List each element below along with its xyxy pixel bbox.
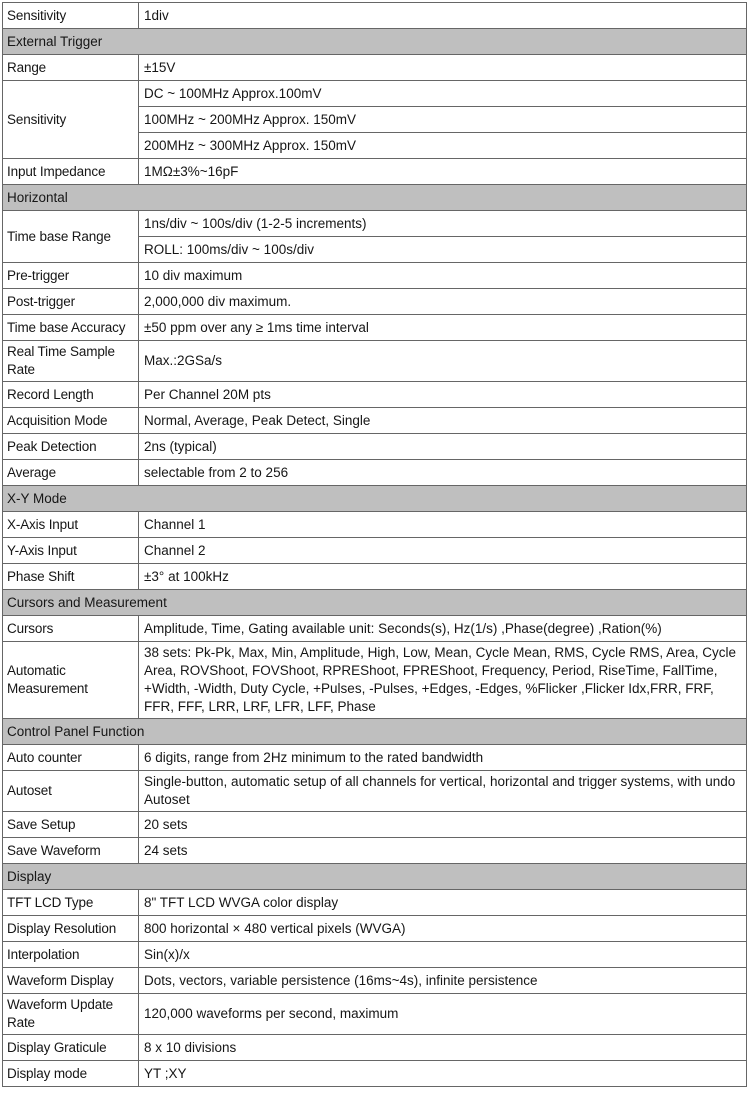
spec-table [2, 2, 747, 1087]
table-row [3, 1035, 747, 1061]
spec-value-cell: 8" TFT LCD WVGA color display [139, 890, 747, 916]
table-row [3, 512, 747, 538]
table-row [3, 616, 747, 642]
table-row [3, 916, 747, 942]
section-header-cell: Cursors and Measurement [3, 590, 747, 616]
spec-value-cell: ROLL: 100ms/div ~ 100s/div [139, 237, 747, 263]
spec-value-cell: 24 sets [139, 838, 747, 864]
spec-value-cell: 1ns/div ~ 100s/div (1-2-5 increments) [139, 211, 747, 237]
spec-label-cell: Sensitivity [3, 81, 139, 159]
table-row [3, 838, 747, 864]
table-row [3, 1061, 747, 1087]
table-row [3, 942, 747, 968]
spec-label-cell: Time base Range [3, 211, 139, 263]
spec-value-cell: 1MΩ±3%~16pF [139, 159, 747, 185]
spec-label-cell: Acquisition Mode [3, 408, 139, 434]
spec-value-cell: ±3° at 100kHz [139, 564, 747, 590]
spec-label-cell: Autoset [3, 771, 139, 812]
table-row [3, 771, 747, 812]
table-row [3, 263, 747, 289]
spec-label-cell: Waveform Update Rate [3, 994, 139, 1035]
spec-label-cell: Average [3, 460, 139, 486]
spec-value-cell: selectable from 2 to 256 [139, 460, 747, 486]
spec-label-cell: X-Axis Input [3, 512, 139, 538]
table-row [3, 460, 747, 486]
section-header-cell: X-Y Mode [3, 486, 747, 512]
spec-value-cell: 8 x 10 divisions [139, 1035, 747, 1061]
table-row [3, 81, 747, 107]
section-header-cell: Display [3, 864, 747, 890]
table-row [3, 315, 747, 341]
spec-label-cell: Display mode [3, 1061, 139, 1087]
spec-value-cell: 2ns (typical) [139, 434, 747, 460]
section-row [3, 185, 747, 211]
section-row [3, 719, 747, 745]
spec-value-cell: Single-button, automatic setup of all channels for vertical, horizontal and trigger systems, with undo Autoset [139, 771, 747, 812]
spec-label-cell: Range [3, 55, 139, 81]
spec-value-cell: Sin(x)/x [139, 942, 747, 968]
spec-label-cell: Interpolation [3, 942, 139, 968]
spec-value-cell: 1div [139, 3, 747, 29]
spec-value-cell: 200MHz ~ 300MHz Approx. 150mV [139, 133, 747, 159]
spec-value-cell: Amplitude, Time, Gating available unit: Seconds(s), Hz(1/s) ,Phase(degree) ,Ration(%) [139, 616, 747, 642]
spec-value-cell: 10 div maximum [139, 263, 747, 289]
spec-label-cell: Real Time Sample Rate [3, 341, 139, 382]
spec-label-cell: Peak Detection [3, 434, 139, 460]
spec-label-cell: Save Waveform [3, 838, 139, 864]
spec-value-cell: 6 digits, range from 2Hz minimum to the rated bandwidth [139, 745, 747, 771]
spec-label-cell: Auto counter [3, 745, 139, 771]
table-row [3, 341, 747, 382]
spec-label-cell: Automatic Measurement [3, 642, 139, 719]
table-row [3, 745, 747, 771]
spec-value-cell: 120,000 waveforms per second, maximum [139, 994, 747, 1035]
spec-value-cell: YT ;XY [139, 1061, 747, 1087]
section-header-cell: Control Panel Function [3, 719, 747, 745]
table-row [3, 642, 747, 719]
table-row [3, 890, 747, 916]
spec-value-cell: Channel 1 [139, 512, 747, 538]
spec-value-cell: 2,000,000 div maximum. [139, 289, 747, 315]
section-row [3, 864, 747, 890]
table-row [3, 3, 747, 29]
section-row [3, 486, 747, 512]
spec-value-cell: Per Channel 20M pts [139, 382, 747, 408]
spec-label-cell: TFT LCD Type [3, 890, 139, 916]
table-row [3, 289, 747, 315]
spec-label-cell: Cursors [3, 616, 139, 642]
spec-value-cell: 100MHz ~ 200MHz Approx. 150mV [139, 107, 747, 133]
table-row [3, 382, 747, 408]
section-row [3, 590, 747, 616]
table-row [3, 408, 747, 434]
table-row [3, 159, 747, 185]
spec-value-cell: ±50 ppm over any ≥ 1ms time interval [139, 315, 747, 341]
table-row [3, 538, 747, 564]
table-row [3, 968, 747, 994]
spec-value-cell: Dots, vectors, variable persistence (16ms~4s), infinite persistence [139, 968, 747, 994]
spec-value-cell: Normal, Average, Peak Detect, Single [139, 408, 747, 434]
spec-label-cell: Display Resolution [3, 916, 139, 942]
spec-value-cell: Channel 2 [139, 538, 747, 564]
table-row [3, 564, 747, 590]
spec-value-cell: DC ~ 100MHz Approx.100mV [139, 81, 747, 107]
spec-label-cell: Input Impedance [3, 159, 139, 185]
spec-label-cell: Record Length [3, 382, 139, 408]
spec-value-cell: ±15V [139, 55, 747, 81]
spec-label-cell: Y-Axis Input [3, 538, 139, 564]
table-row [3, 55, 747, 81]
table-row [3, 994, 747, 1035]
spec-value-cell: Max.:2GSa/s [139, 341, 747, 382]
spec-label-cell: Post-trigger [3, 289, 139, 315]
section-header-cell: External Trigger [3, 29, 747, 55]
table-row [3, 434, 747, 460]
section-header-cell: Horizontal [3, 185, 747, 211]
spec-label-cell: Time base Accuracy [3, 315, 139, 341]
spec-value-cell: 800 horizontal × 480 vertical pixels (WVGA) [139, 916, 747, 942]
spec-label-cell: Pre-trigger [3, 263, 139, 289]
spec-value-cell: 38 sets: Pk-Pk, Max, Min, Amplitude, High, Low, Mean, Cycle Mean, RMS, Cycle RMS, Area, Cycle Area, ROVShoot, FOVShoot, RPREShoot, FPREShoot, Frequency, Period, RiseTime, FallTime, +Width, -Width, Duty Cycle, +Pulses, -Pulses, +Edges, -Edges, %Flicker ,Flicker Idx,FRR, FRF, FFR, FFF, LRR, LRF, LFR, LFF, Phase [139, 642, 747, 719]
spec-label-cell: Save Setup [3, 812, 139, 838]
spec-table-body [3, 3, 747, 1087]
table-row [3, 211, 747, 237]
spec-label-cell: Sensitivity [3, 3, 139, 29]
spec-label-cell: Waveform Display [3, 968, 139, 994]
spec-label-cell: Phase Shift [3, 564, 139, 590]
table-row [3, 812, 747, 838]
section-row [3, 29, 747, 55]
spec-value-cell: 20 sets [139, 812, 747, 838]
spec-label-cell: Display Graticule [3, 1035, 139, 1061]
